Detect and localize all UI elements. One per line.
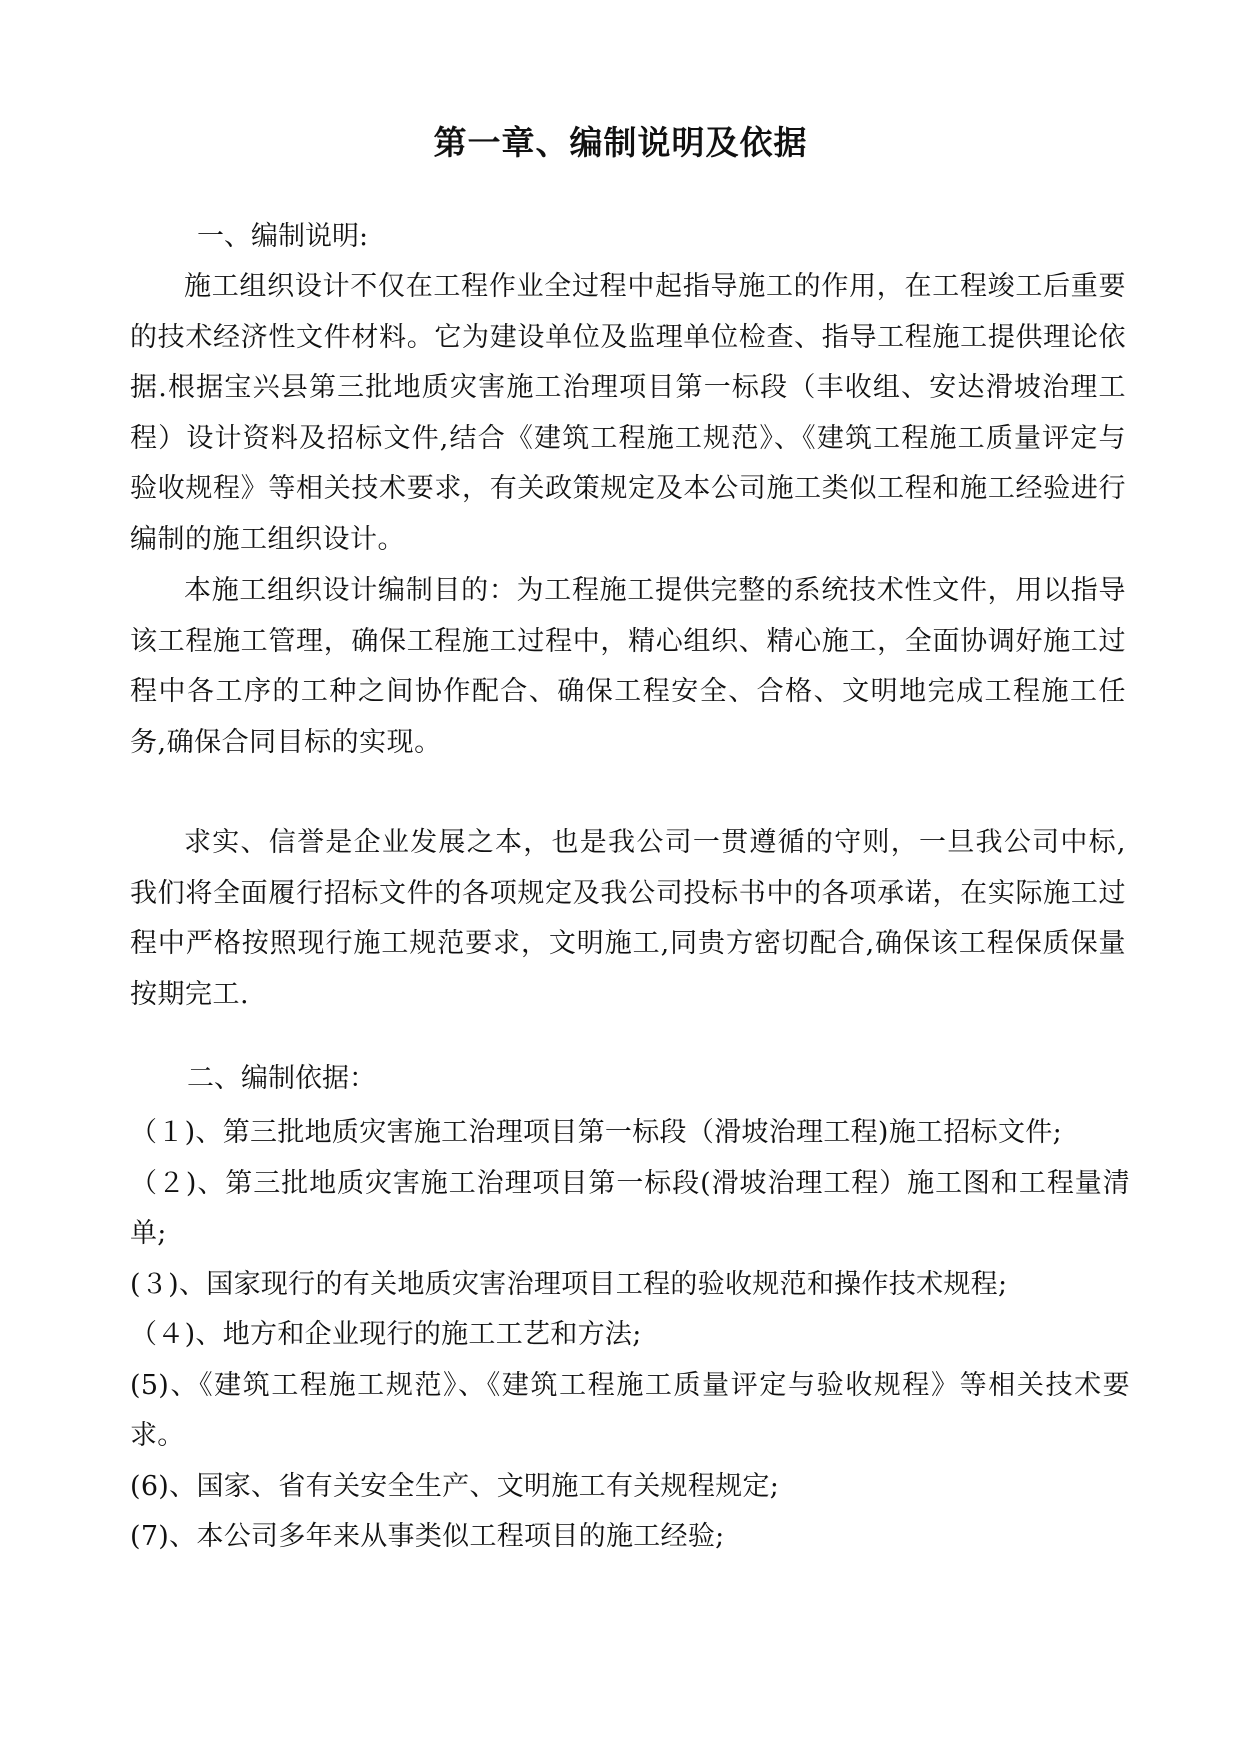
list-item: (7)、本公司多年来从事类似工程项目的施工经验; xyxy=(130,1521,725,1552)
basis-list xyxy=(130,1108,1130,1563)
list-item: (３)、国家现行的有关地质灾害治理项目工程的验收规范和操作技术规程; xyxy=(130,1268,1008,1300)
paragraph-company-commitment: 求实、信誉是企业发展之本，也是我公司一贯遵循的守则，一旦我公司中标,我们将全面履行招标文件的各项规定及我公司投标书中的各项承诺，在实际施工过程中严格按照现行施工规范要求，文明施工,同贵方密切配合,确保该工程保质保量按期完工. xyxy=(130,827,1126,1010)
paragraph-purpose-of-design: 施工组织设计不仅在工程作业全过程中起指导施工的作用，在工程竣工后重要的技术经济性文件材料。它为建设单位及监理单位检查、指导工程施工提供理论依据.根据宝兴县第三批地质灾害施工治理项目第一标段（丰收组、安达滑坡治理工程）设计资料及招标文件,结合《建筑工程施工规范》、《建筑工程施工质量评定与验收规程》等相关技术要求，有关政策规定及本公司施工类似工程和施工经验进行编制的施工组织设计。 xyxy=(130,271,1126,555)
section-heading-compilation-basis: 二、编制依据： xyxy=(187,1063,376,1094)
list-item: （４)、地方和企业现行的施工工艺和方法; xyxy=(130,1319,642,1350)
list-item: (6)、国家、省有关安全生产、文明施工有关规程规定; xyxy=(130,1470,780,1502)
list-item: （１)、第三批地质灾害施工治理项目第一标段（滑坡治理工程)施工招标文件; xyxy=(130,1117,1062,1148)
section-heading-compilation-notes: 一、编制说明: xyxy=(197,221,369,252)
chapter-title: 第一章、编制说明及依据 xyxy=(433,123,808,162)
list-item: (5)、《建筑工程施工规范》、《建筑工程施工质量评定与验收规程》等相关技术要求。 xyxy=(130,1369,1130,1451)
paragraph-design-objective: 本施工组织设计编制目的：为工程施工提供完整的系统技术性文件，用以指导该工程施工管理，确保工程施工过程中，精心组织、精心施工，全面协调好施工过程中各工序的工种之间协作配合、确保工程安全、合格、文明地完成工程施工任务,确保合同目标的实现。 xyxy=(130,575,1126,758)
list-item: （２)、第三批地质灾害施工治理项目第一标段(滑坡治理工程）施工图和工程量清单; xyxy=(130,1167,1130,1249)
